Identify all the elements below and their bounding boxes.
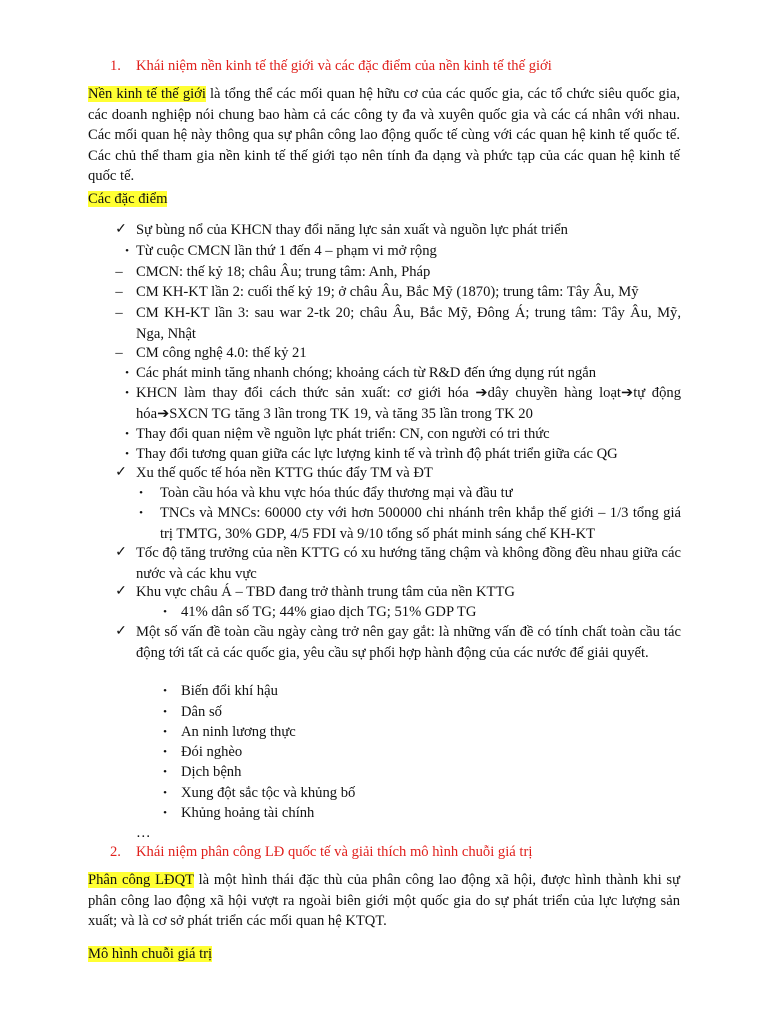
bullet-icon: • [163,787,167,799]
list-item: Khu vực châu Á – TBD đang trở thành trung tâm của nền KTTG [136,584,515,600]
ellipsis: … [136,825,151,841]
list-item: TNCs và MNCs: 60000 cty với hơn 500000 chi nhánh trên khắp thế giới – 1/3 tổng giá trị TMTG, 30% GDP, 4/5 FDI và 9/10 tổng số phát minh sáng chế KH-KT [160,505,681,542]
section-2-definition [88,870,680,932]
section-1-heading [110,56,552,77]
bullet-icon: • [163,807,167,819]
section-1-title: Khái niệm nền kinh tế thế giới và các đặc điểm của nền kinh tế thế giới [136,58,552,74]
dash-bullet-icon: – [115,264,123,280]
bullet-icon: • [125,387,129,399]
section-1-definition-text: là tổng thể các mối quan hệ hữu cơ của các quốc gia, các tổ chức siêu quốc gia, các doanh nghiệp nói chung bao hàm cả các công ty đa và xuyên quốc gia và các cá nhân với nhau. Các mối quan hệ này thông qua sự phân công lao động quốc tế cùng với các quan hệ kinh tế quốc tế. Các chủ thể tham gia nền kinh tế thế giới tạo nên tính đa dạng và phức tạp của các quan hệ kinh tế quốc tế. [88,86,680,184]
list-item: Từ cuộc CMCN lần thứ 1 đến 4 – phạm vi mở rộng [136,243,437,259]
list-item: Toàn cầu hóa và khu vực hóa thúc đẩy thương mại và đầu tư [160,485,513,501]
list-item: Xung đột sắc tộc và khủng bố [181,785,356,801]
checkmark-icon: ✓ [115,584,127,599]
checkmark-icon: ✓ [115,545,127,560]
list-item: Khủng hoảng tài chính [181,805,315,821]
dash-bullet-icon: – [115,305,123,321]
list-item: Biến đổi khí hậu [181,683,278,699]
bullet-icon: • [163,766,167,778]
list-item: Xu thế quốc tế hóa nền KTTG thúc đẩy TM và ĐT [136,465,433,481]
list-item: Một số vấn đề toàn cầu ngày càng trở nên gay gắt: là những vấn đề có tính chất toàn cầu tác động tới tất cả các quốc gia, yêu cầu sự phối hợp hành động của các nước để giải quyết. [136,624,681,661]
bullet-icon: • [139,507,143,519]
checkmark-icon: ✓ [115,624,127,639]
list-item: Thay đổi tương quan giữa các lực lượng kinh tế và trình độ phát triển giữa các QG [136,446,618,462]
value-chain-heading: Mô hình chuỗi giá trị [88,946,213,962]
bullet-icon: • [125,428,129,440]
list-item: Các phát minh tăng nhanh chóng; khoảng cách từ R&D đến ứng dụng rút ngắn [136,365,597,381]
section-2-title: Khái niệm phân công LĐ quốc tế và giải thích mô hình chuỗi giá trị [136,844,533,860]
section-2-definition-text: là một hình thái đặc thù của phân công lao động xã hội, được hình thành khi sự phân công lao động xã hội vượt ra ngoài biên giới một quốc gia do sự phát triển của lực lượng sản xuất; và là cơ sở phát triển các mối quan hệ KTQT. [88,872,681,929]
section-2-term: Phân công LĐQT [88,872,194,888]
features-heading: Các đặc điểm [88,191,168,207]
bullet-icon: • [125,367,129,379]
bullet-icon: • [163,706,167,718]
section-1-term: Nền kinh tế thế giới [88,86,206,102]
section-2-number: 2. [110,844,121,860]
list-item: Dịch bệnh [181,764,242,780]
list-item: Dân số [181,704,222,720]
checkmark-icon: ✓ [115,465,127,480]
bullet-icon: • [139,487,143,499]
bullet-icon: • [163,746,167,758]
bullet-icon: • [163,685,167,697]
checkmark-icon: ✓ [115,222,127,237]
list-item: CM KH-KT lần 2: cuối thế kỷ 19; ở châu Âu, Bắc Mỹ (1870); trung tâm: Tây Âu, Mỹ [136,284,639,300]
list-item: Sự bùng nổ của KHCN thay đổi năng lực sản xuất và nguồn lực phát triển [136,222,568,238]
list-item: An ninh lương thực [181,724,296,740]
list-item: 41% dân số TG; 44% giao dịch TG; 51% GDP TG [181,604,477,620]
bullet-icon: • [163,726,167,738]
list-item: Tốc độ tăng trưởng của nền KTTG có xu hướng tăng chậm và không đồng đều nhau giữa các nước và các khu vực [136,545,681,582]
section-2-heading [110,842,532,863]
list-item: CM KH-KT lần 3: sau war 2-tk 20; châu Âu, Bắc Mỹ, Đông Á; trung tâm: Tây Âu, Mỹ, Nga, Nhật [136,305,681,342]
list-item: Thay đổi quan niệm về nguồn lực phát triển: CN, con người có tri thức [136,426,550,442]
section-1-number: 1. [110,58,121,74]
dash-bullet-icon: – [115,345,123,361]
bullet-icon: • [125,448,129,460]
dash-bullet-icon: – [115,284,123,300]
bullet-icon: • [163,606,167,618]
list-item: CMCN: thế kỷ 18; châu Âu; trung tâm: Anh, Pháp [136,264,431,280]
section-1-definition [88,84,680,187]
list-item: KHCN làm thay đổi cách thức sản xuất: cơ giới hóa ➔dây chuyền hàng loạt➔tự động hóa➔SXCN TG tăng 3 lần trong TK 19, và tăng 35 lần trong TK 20 [136,385,681,422]
list-item: CM công nghệ 4.0: thế kỷ 21 [136,345,307,361]
bullet-icon: • [125,245,129,257]
list-item: Đói nghèo [181,744,243,760]
